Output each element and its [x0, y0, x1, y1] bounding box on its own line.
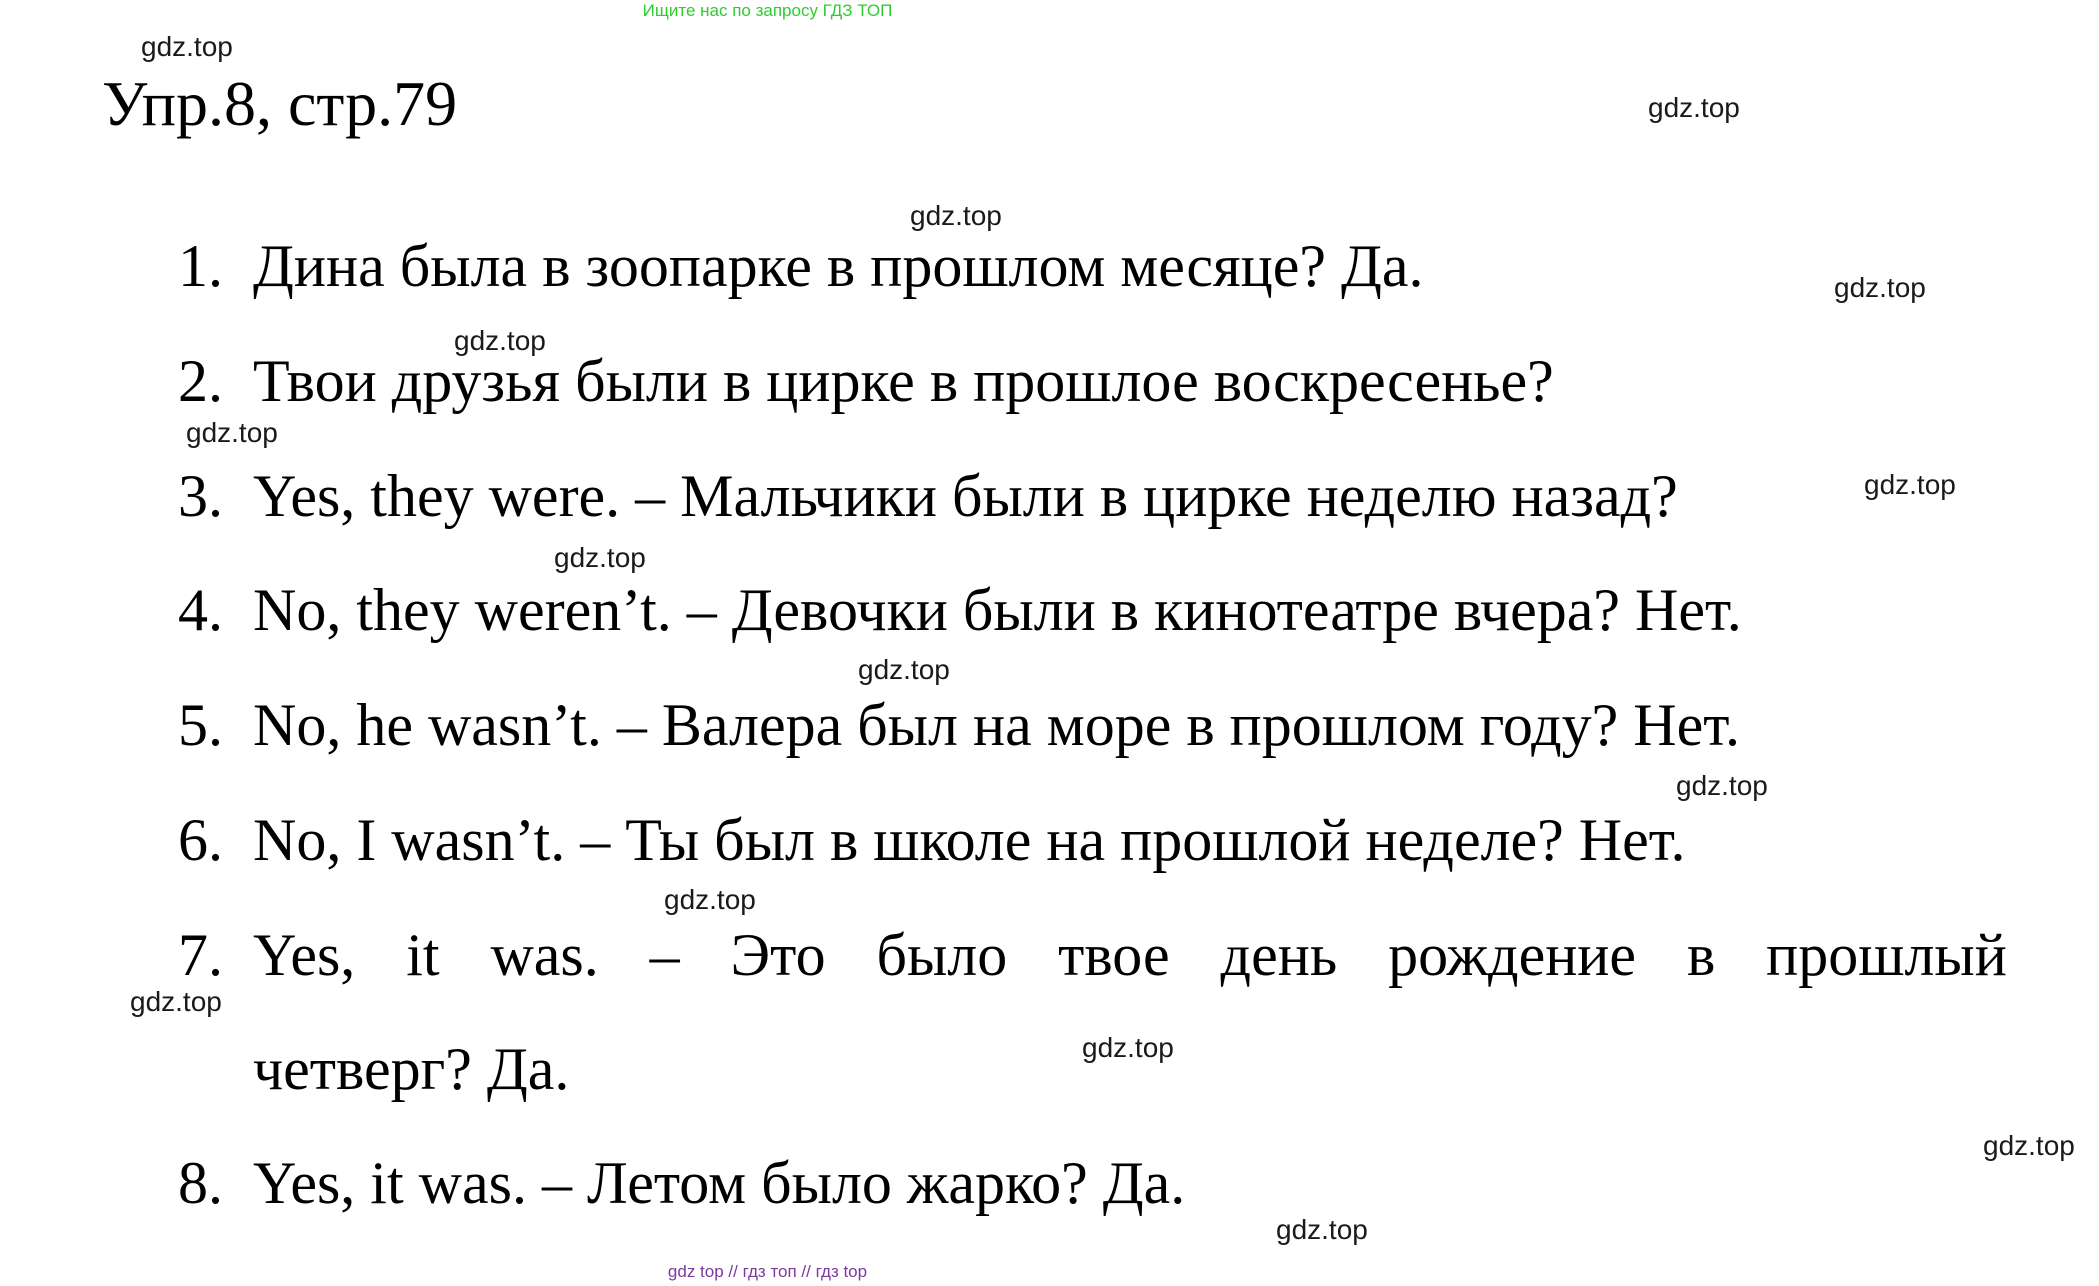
watermark-text: gdz.top: [454, 325, 546, 356]
word: прошлый: [1766, 922, 2007, 988]
item-number: 7.: [178, 922, 223, 988]
watermark-text: gdz.top: [1648, 92, 1740, 123]
item-number: 4.: [178, 577, 223, 643]
word: Yes,: [253, 922, 356, 988]
item-number: 1.: [178, 233, 223, 299]
watermark-text: gdz.top: [130, 986, 222, 1017]
watermark-text: gdz.top: [1676, 770, 1768, 801]
search-banner: Ищите нас по запросу ГДЗ ТОП: [642, 1, 893, 20]
word: рождение: [1388, 922, 1637, 988]
watermark-text: gdz.top: [1276, 1214, 1368, 1245]
item-number: 2.: [178, 348, 223, 414]
footer-watermark: gdz top // гдз топ // гдз top: [667, 1262, 868, 1281]
watermark-text: gdz.top: [186, 417, 278, 448]
word: it: [406, 922, 440, 988]
item-number: 3.: [178, 463, 223, 529]
watermark-text: gdz.top: [141, 31, 233, 62]
watermark-text: gdz.top: [1864, 469, 1956, 500]
word: в: [1686, 922, 1716, 988]
word: было: [876, 922, 1008, 988]
item-text: No, he wasn’t. – Валера был на море в прошлом году? Нет.: [253, 692, 1740, 758]
watermark-text: gdz.top: [1082, 1032, 1174, 1063]
word: Это: [730, 922, 826, 988]
item-text-line-1: [253, 922, 2007, 988]
item-number: 5.: [178, 692, 223, 758]
watermark-text: gdz.top: [910, 200, 1002, 231]
word: –: [649, 922, 680, 988]
watermark-text: gdz.top: [858, 654, 950, 685]
item-text: Yes, it was. – Летом было жарко? Да.: [253, 1150, 1186, 1216]
word: день: [1220, 922, 1338, 988]
item-text: Твои друзья были в цирке в прошлое воскресенье?: [253, 348, 1554, 414]
item-text-line-2: четверг? Да.: [253, 1036, 570, 1102]
word: твое: [1058, 922, 1170, 988]
watermark-text: gdz.top: [554, 542, 646, 573]
item-text: No, they weren’t. – Девочки были в кинотеатре вчера? Нет.: [253, 577, 1742, 643]
item-text: No, I wasn’t. – Ты был в школе на прошлой неделе? Нет.: [253, 807, 1686, 873]
item-number: 8.: [178, 1150, 223, 1216]
watermark-text: gdz.top: [1983, 1130, 2075, 1161]
watermark-text: gdz.top: [664, 884, 756, 915]
item-text: Yes, they were. – Мальчики были в цирке неделю назад?: [253, 463, 1678, 529]
item-text: Дина была в зоопарке в прошлом месяце? Да.: [253, 233, 1424, 299]
watermark-text: gdz.top: [1834, 272, 1926, 303]
page-title: Упр.8, стр.79: [102, 68, 458, 139]
word: was.: [490, 922, 599, 988]
item-number: 6.: [178, 807, 223, 873]
